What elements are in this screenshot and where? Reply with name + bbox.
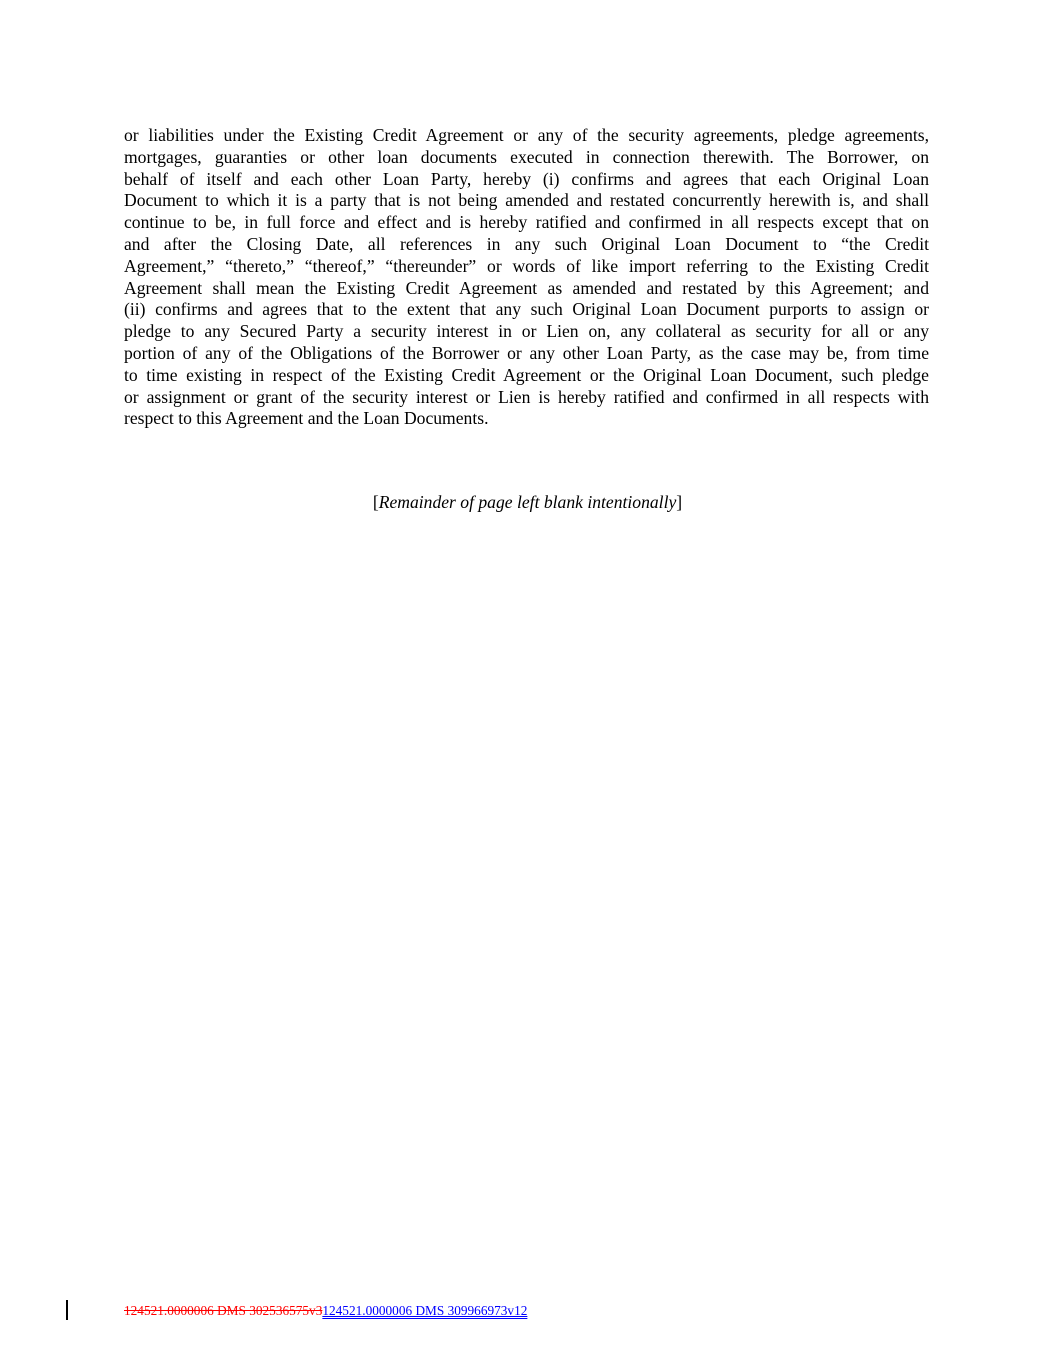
deleted-document-id: 124521.0000006 DMS 302536575v3 [124,1303,323,1318]
remainder-open-bracket: [ [372,492,379,512]
remainder-note [0,491,1055,513]
remainder-note-text: Remainder of page left blank intentionally [378,492,677,512]
paragraph-line: respect to this Agreement and the Loan Documents. [124,408,489,429]
paragraph-line: (ii) confirms and agrees that to the extent that any such Original Loan Document purports to assign or [124,299,929,320]
paragraph-line: continue to be, in full force and effect and is hereby ratified and confirmed in all respects except that on [124,212,929,233]
footer-document-id [124,1303,527,1319]
paragraph-line: or liabilities under the Existing Credit Agreement or any of the security agreements, pledge agreements, [124,125,929,145]
inserted-document-id: 124521.0000006 DMS 309966973v12 [322,1303,528,1318]
paragraph-line: portion of any of the Obligations of the Borrower or any other Loan Party, as the case may be, from time [124,342,929,363]
remainder-close-bracket: ] [676,492,683,512]
paragraph-line: or assignment or grant of the security interest or Lien is hereby ratified and confirmed in all respects with [124,386,929,407]
paragraph-line: behalf of itself and each other Loan Party, hereby (i) confirms and agrees that each Original Loan [124,168,929,189]
paragraph-line: mortgages, guaranties or other loan documents executed in connection therewith. The Borrower, on [124,146,929,167]
paragraph-line: Document to which it is a party that is not being amended and restated concurrently herewith is, and shall [124,190,929,211]
paragraph-line: to time existing in respect of the Existing Credit Agreement or the Original Loan Document, such pledge [124,364,929,385]
revision-change-bar [66,1300,68,1320]
paragraph-line: pledge to any Secured Party a security interest in or Lien on, any collateral as security for all or any [124,321,929,342]
paragraph-line: and after the Closing Date, all references in any such Original Loan Document to “the Credit [124,233,929,254]
body-paragraph [124,125,929,430]
paragraph-line: Agreement,” “thereto,” “thereof,” “thereunder” or words of like import referring to the Existing Credit [124,255,929,276]
paragraph-line: Agreement shall mean the Existing Credit Agreement as amended and restated by this Agreement; and [124,277,929,298]
